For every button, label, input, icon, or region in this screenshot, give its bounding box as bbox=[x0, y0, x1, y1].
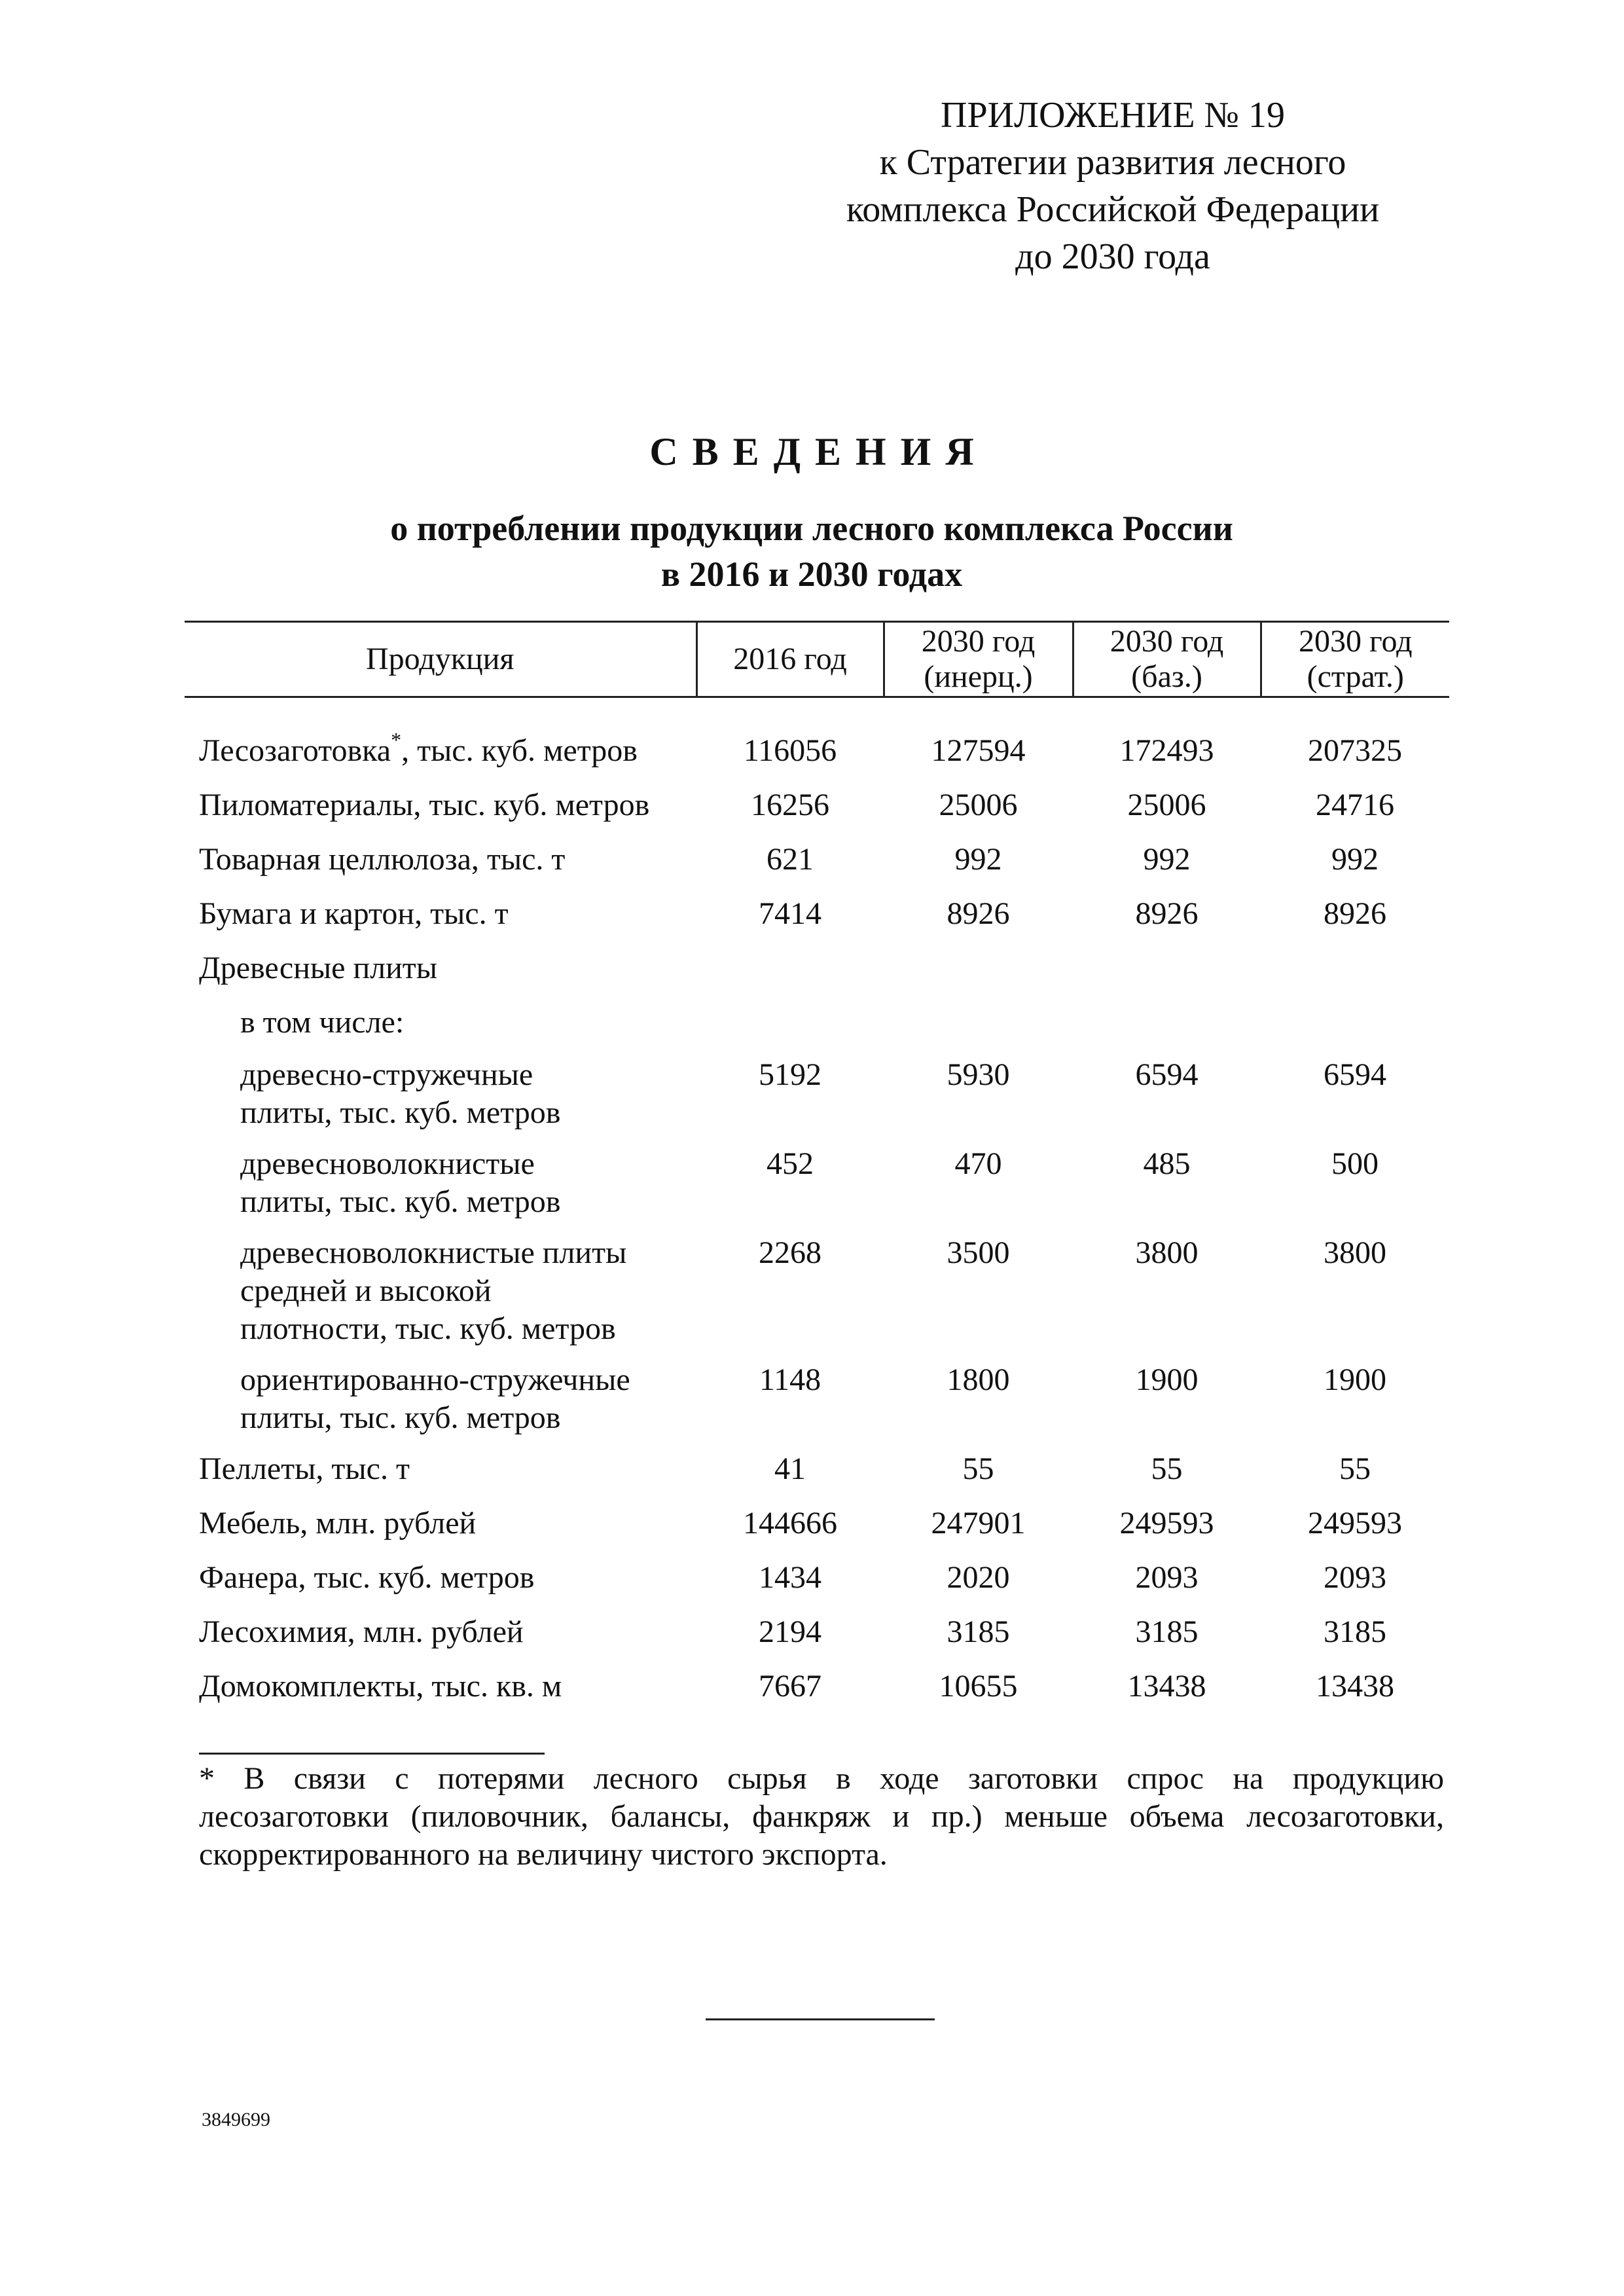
row-name bbox=[185, 1234, 696, 1361]
appendix-header bbox=[785, 92, 1440, 280]
value-2030-inertial: 3500 bbox=[947, 1235, 1010, 1270]
table-row bbox=[185, 1145, 1449, 1234]
header-2030-base bbox=[1073, 622, 1261, 697]
table-row-group bbox=[185, 949, 1449, 1004]
table-row bbox=[185, 1613, 1449, 1667]
value-2030-strategic: 249593 bbox=[1308, 1506, 1402, 1540]
row-name: Товарная целлюлоза, тыс. т bbox=[199, 842, 566, 877]
value-2030-inertial: 2020 bbox=[947, 1560, 1010, 1595]
value-2016: 2268 bbox=[759, 1235, 821, 1270]
value-2030-inertial: 247901 bbox=[931, 1506, 1026, 1540]
title-subtitle-line-1: о потреблении продукции лесного комплекса России bbox=[390, 509, 1233, 548]
row-name-line: средней и высокой bbox=[240, 1273, 492, 1308]
value-2016: 621 bbox=[767, 842, 814, 877]
footnote-separator bbox=[199, 1753, 545, 1755]
header-2030-strategic-year: 2030 год bbox=[1298, 624, 1413, 659]
value-2030-inertial: 470 bbox=[954, 1146, 1002, 1181]
table-row bbox=[185, 841, 1449, 895]
document-number: 3849699 bbox=[202, 2109, 270, 2130]
value-2030-strategic: 3185 bbox=[1324, 1614, 1386, 1649]
row-name: Фанера, тыс. куб. метров bbox=[199, 1560, 535, 1595]
row-name: Мебель, млн. рублей bbox=[199, 1506, 477, 1540]
row-name-line: плиты, тыс. куб. метров bbox=[240, 1184, 561, 1219]
value-2030-strategic: 992 bbox=[1331, 842, 1379, 877]
value-2016: 7667 bbox=[759, 1669, 821, 1704]
value-2030-base: 6594 bbox=[1135, 1057, 1199, 1092]
value-2016: 144666 bbox=[743, 1506, 837, 1540]
value-2030-strategic: 13438 bbox=[1316, 1669, 1394, 1704]
value-2030-base: 3185 bbox=[1135, 1614, 1199, 1649]
value-2030-base: 55 bbox=[1151, 1451, 1183, 1486]
value-2030-base: 1900 bbox=[1135, 1362, 1199, 1397]
value-2030-strategic: 6594 bbox=[1324, 1057, 1386, 1092]
table-row bbox=[185, 732, 1449, 786]
value-2030-inertial: 127594 bbox=[931, 733, 1026, 768]
value-2030-strategic: 3800 bbox=[1324, 1235, 1386, 1270]
end-of-document-line bbox=[706, 2018, 935, 2020]
value-2030-base: 8926 bbox=[1135, 896, 1199, 931]
row-name bbox=[185, 728, 696, 786]
appendix-number: ПРИЛОЖЕНИЕ № 19 bbox=[941, 95, 1285, 136]
table-row bbox=[185, 895, 1449, 949]
value-2030-base: 249593 bbox=[1119, 1506, 1214, 1540]
table-row bbox=[185, 1056, 1449, 1145]
table-row bbox=[185, 1667, 1449, 1719]
appendix-ref-line-3: до 2030 года bbox=[1015, 236, 1210, 277]
value-2016: 1434 bbox=[759, 1560, 821, 1595]
footnote-star: * bbox=[391, 728, 402, 752]
title-subtitle-line-2: в 2016 и 2030 годах bbox=[660, 555, 963, 594]
value-2030-strategic: 500 bbox=[1331, 1146, 1379, 1181]
header-product: Продукция bbox=[185, 622, 696, 697]
row-name-line: ориентированно-стружечные bbox=[240, 1362, 630, 1397]
row-name: Домокомплекты, тыс. кв. м bbox=[199, 1669, 562, 1704]
row-unit-text: , тыс. куб. метров bbox=[401, 733, 638, 768]
table-row bbox=[185, 1450, 1449, 1504]
value-2030-strategic: 24716 bbox=[1316, 788, 1394, 822]
header-2030-inertial bbox=[884, 622, 1073, 697]
table-row bbox=[185, 1361, 1449, 1450]
row-name-line: плиты, тыс. куб. метров bbox=[240, 1095, 561, 1130]
value-2030-base: 992 bbox=[1143, 842, 1191, 877]
title-main: СВЕДЕНИЯ bbox=[649, 430, 988, 473]
value-2030-base: 13438 bbox=[1127, 1669, 1206, 1704]
row-name bbox=[185, 1145, 696, 1234]
table-header-row bbox=[185, 622, 1449, 697]
row-name-line: древесно-стружечные bbox=[240, 1057, 533, 1092]
row-name-line: древесноволокнистые плиты bbox=[240, 1235, 627, 1270]
header-2030-base-year: 2030 год bbox=[1110, 624, 1224, 659]
consumption-table bbox=[185, 621, 1449, 1719]
table-body bbox=[185, 697, 1449, 1719]
value-2030-base: 2093 bbox=[1135, 1560, 1199, 1595]
value-2016: 16256 bbox=[751, 788, 829, 822]
value-2030-strategic: 1900 bbox=[1324, 1362, 1386, 1397]
value-2030-base: 485 bbox=[1143, 1146, 1191, 1181]
value-2030-inertial: 992 bbox=[954, 842, 1002, 877]
value-2016: 452 bbox=[767, 1146, 814, 1181]
value-2030-inertial: 5930 bbox=[947, 1057, 1010, 1092]
row-name-line: плотности, тыс. куб. метров bbox=[240, 1311, 616, 1346]
appendix-ref-line-1: к Стратегии развития лесного bbox=[879, 142, 1346, 183]
value-2016: 1148 bbox=[759, 1362, 821, 1397]
header-2030-strategic-label: (страт.) bbox=[1307, 659, 1404, 694]
value-2030-inertial: 3185 bbox=[947, 1614, 1010, 1649]
value-2030-strategic: 55 bbox=[1339, 1451, 1371, 1486]
table-row bbox=[185, 1504, 1449, 1559]
header-2030-inertial-year: 2030 год bbox=[921, 624, 1036, 659]
value-2030-inertial: 1800 bbox=[947, 1362, 1010, 1397]
value-2030-strategic: 2093 bbox=[1324, 1560, 1386, 1595]
row-name bbox=[185, 1361, 696, 1450]
value-2030-inertial: 8926 bbox=[947, 896, 1010, 931]
value-2016: 116056 bbox=[743, 733, 837, 768]
footnote-line: лесозаготовки (пиловочник, балансы, фанкряж и пр.) меньше объема лесозаготовки, bbox=[199, 1799, 1444, 1834]
table-row bbox=[185, 786, 1449, 841]
table-row bbox=[185, 1234, 1449, 1361]
row-group-name: Древесные плиты bbox=[199, 951, 438, 985]
value-2030-strategic: 207325 bbox=[1308, 733, 1402, 768]
header-2030-inertial-label: (инерц.) bbox=[924, 659, 1033, 694]
footnote-line: скорректированного на величину чистого экспорта. bbox=[199, 1837, 888, 1872]
table-spacer bbox=[185, 697, 1449, 733]
header-2030-strategic bbox=[1261, 622, 1449, 697]
value-2030-base: 25006 bbox=[1127, 788, 1206, 822]
footnote-line: * В связи с потерями лесного сырья в ходе заготовки спрос на продукцию bbox=[199, 1761, 1444, 1796]
row-name bbox=[185, 1056, 696, 1145]
value-2030-base: 3800 bbox=[1135, 1235, 1199, 1270]
value-2030-inertial: 55 bbox=[962, 1451, 994, 1486]
header-2016: 2016 год bbox=[696, 622, 884, 697]
title-subtitle bbox=[183, 505, 1440, 597]
appendix-ref-line-2: комплекса Российской Федерации bbox=[846, 189, 1380, 230]
row-name: Лесохимия, млн. рублей bbox=[199, 1614, 524, 1649]
table-row-subgroup bbox=[185, 1004, 1449, 1056]
table-row bbox=[185, 1559, 1449, 1613]
value-2030-base: 172493 bbox=[1119, 733, 1214, 768]
row-name-line: древесноволокнистые bbox=[240, 1146, 535, 1181]
value-2016: 7414 bbox=[759, 896, 821, 931]
header-2030-base-label: (баз.) bbox=[1131, 659, 1202, 694]
row-name-line: плиты, тыс. куб. метров bbox=[240, 1400, 561, 1435]
row-subgroup-label: в том числе: bbox=[240, 1005, 405, 1040]
value-2030-inertial: 25006 bbox=[939, 788, 1018, 822]
row-name: Пиломатериалы, тыс. куб. метров bbox=[199, 788, 650, 822]
value-2016: 5192 bbox=[759, 1057, 821, 1092]
footnote bbox=[199, 1760, 1444, 1874]
value-2016: 2194 bbox=[759, 1614, 821, 1649]
row-name: Бумага и картон, тыс. т bbox=[199, 896, 509, 931]
row-name: Пеллеты, тыс. т bbox=[199, 1451, 410, 1486]
value-2030-inertial: 10655 bbox=[939, 1669, 1018, 1704]
value-2016: 41 bbox=[774, 1451, 806, 1486]
table-header bbox=[185, 622, 1449, 697]
document-title bbox=[183, 426, 1440, 597]
value-2030-strategic: 8926 bbox=[1324, 896, 1386, 931]
row-name-text: Лесозаготовка bbox=[199, 733, 391, 768]
